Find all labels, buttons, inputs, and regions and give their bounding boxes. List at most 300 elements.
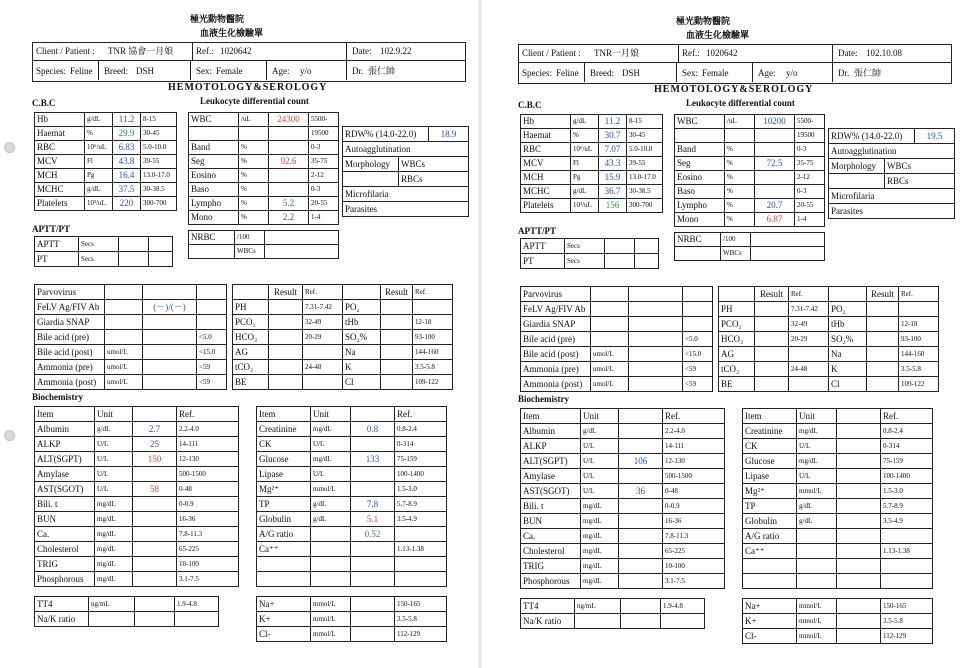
serology-table-cell	[629, 317, 683, 332]
unit-header: Unit	[797, 409, 837, 424]
ldc-table-cell	[755, 129, 795, 143]
chem-value: 58	[133, 482, 177, 497]
blood-gas-table-cell	[867, 377, 899, 392]
ldc-table-row	[189, 183, 339, 197]
tt4-table	[34, 596, 219, 627]
ldc-value: 5.2	[269, 197, 309, 211]
aptt-table-cell	[119, 237, 149, 252]
chem-item-name: Creatinine	[743, 424, 797, 439]
blood-gas-table-row	[719, 287, 939, 302]
ldc-ref: 0-3	[795, 143, 825, 157]
chem-item-name: CK	[743, 439, 797, 454]
aptt-unit: Secs	[79, 252, 119, 267]
ldc-heading: Leukocyte differential count	[686, 98, 795, 108]
morphology-table-cell	[829, 174, 885, 189]
chem-right-table-cell	[351, 407, 395, 422]
serology-ref: <5.0	[683, 332, 713, 347]
nrbc-table-row	[189, 245, 339, 259]
ldc-table-row	[189, 141, 339, 155]
result-header: Result	[269, 285, 303, 300]
blood-gas-item: PH	[233, 300, 269, 315]
ldc-table-row	[675, 157, 825, 171]
divider	[192, 42, 193, 61]
tt4-table-cell	[661, 614, 705, 629]
nrbc-unit: /100	[721, 233, 751, 247]
breed-label: Breed:	[590, 68, 614, 78]
biochemistry-heading: Biochemistry	[518, 394, 569, 404]
blood-gas-table-row	[233, 315, 453, 330]
chem-ref: 0-48	[177, 482, 239, 497]
ldc-item-name: Eosino	[675, 171, 725, 185]
serology-item-name: FeLV Ag/FIV Ab	[521, 302, 591, 317]
ldc-table-row	[189, 197, 339, 211]
ldc-ref: 0-3	[795, 185, 825, 199]
electrolyte-table	[256, 596, 447, 642]
morphology-wbcs: WBCs	[885, 159, 955, 174]
serology-table-row	[35, 285, 227, 300]
tt4-table-cell	[175, 612, 219, 627]
morphology-rbcs: RBCs	[885, 174, 955, 189]
serology-unit	[105, 285, 143, 300]
ref-header: Ref.	[881, 409, 933, 424]
cbc-unit: g/dL	[85, 183, 113, 197]
ldc-table-row	[189, 127, 339, 141]
breed-value: DSH	[622, 68, 641, 78]
chem-right-table-row	[743, 409, 933, 424]
chem-right-table-cell	[311, 557, 351, 572]
cbc-item-name: MCV	[35, 155, 85, 169]
divider	[752, 63, 753, 82]
chem-left-table-row	[521, 529, 725, 544]
ref-header: Ref.	[663, 409, 725, 424]
age-label: Age:	[272, 66, 290, 76]
serology-table-row	[35, 345, 227, 360]
ldc-ref: 1-4	[309, 211, 339, 225]
chem-unit: U/L	[95, 482, 133, 497]
ref-header: Ref.	[899, 287, 939, 302]
tt4-table-row	[521, 599, 705, 614]
chem-left-table-row	[35, 407, 239, 422]
chem-left-table-row	[521, 424, 725, 439]
ldc-value: 6.87	[755, 213, 795, 227]
chem-ref: 65-225	[177, 542, 239, 557]
chem-value	[837, 484, 881, 499]
cbc-table-row	[521, 185, 663, 199]
serology-unit	[105, 300, 143, 315]
chem-value	[133, 542, 177, 557]
chem-right-table-row	[743, 469, 933, 484]
electrolyte-unit: mmol/L	[797, 614, 837, 629]
blood-gas-table-cell	[755, 362, 789, 377]
electrolyte-name: Na+	[743, 599, 797, 614]
tt4-table-cell	[621, 614, 661, 629]
chem-unit: U/L	[581, 469, 619, 484]
chem-unit: mg/dL	[797, 454, 837, 469]
ldc-table-row	[675, 199, 825, 213]
nrbc-table	[188, 230, 339, 259]
cbc-unit: %	[571, 129, 599, 143]
serology-table-row	[521, 347, 713, 362]
aptt-table-row	[35, 252, 173, 267]
cbc-table-row	[35, 183, 177, 197]
form-subtitle: 血液生化檢驗單	[200, 28, 264, 38]
serology-unit: umol/L	[591, 347, 629, 362]
cbc-item-name: RBC	[521, 143, 571, 157]
date-value: 102.9.22	[380, 46, 412, 56]
chem-item-name: A/G ratio	[743, 529, 797, 544]
tt4-unit: ng/mL	[89, 597, 135, 612]
serology-table	[34, 284, 227, 390]
chem-left-table-row	[35, 542, 239, 557]
serology-table-row	[35, 300, 227, 315]
ldc-unit: %	[725, 185, 755, 199]
serology-table-cell	[629, 362, 683, 377]
serology-table-cell	[143, 330, 197, 345]
serology-ref: <5.0	[197, 330, 227, 345]
blood-gas-ref: 32-49	[303, 315, 343, 330]
blood-gas-ref: 24-48	[789, 362, 829, 377]
ldc-value: 20.7	[755, 199, 795, 213]
ldc-unit: %	[725, 199, 755, 213]
microfilaria-label: Microfilaria	[829, 189, 955, 204]
chem-right-table-cell	[395, 557, 447, 572]
serology-table	[520, 286, 713, 392]
blood-gas-table-row	[233, 345, 453, 360]
aptt-item-name: APTT	[35, 237, 79, 252]
date-label: Date:	[838, 48, 858, 58]
client-label: Client / Patient :	[36, 46, 95, 56]
nrbc-unit: WBCs	[235, 245, 265, 259]
serology-ref: <59	[683, 377, 713, 392]
cbc-table-row	[521, 115, 663, 129]
ref-header: Ref.	[395, 407, 447, 422]
cbc-item-name: Platelets	[521, 199, 571, 213]
ref-header: Ref.	[413, 285, 453, 300]
chem-ref: 1.13-1.38	[881, 544, 933, 559]
chem-left-table-row	[521, 574, 725, 589]
electrolyte-unit: mmol/L	[311, 627, 351, 642]
chem-unit: U/L	[311, 467, 351, 482]
chem-item-name: BUN	[35, 512, 95, 527]
ldc-table-row	[189, 155, 339, 169]
cbc-table-row	[521, 157, 663, 171]
blood-gas-table-row	[719, 332, 939, 347]
blood-gas-table-cell	[381, 300, 413, 315]
felv-value: (－)/(－)	[143, 300, 197, 315]
aptt-item-name: PT	[35, 252, 79, 267]
blood-gas-table-cell	[867, 332, 899, 347]
chem-ref: 1.13-1.38	[395, 542, 447, 557]
chem-value	[837, 529, 881, 544]
chem-unit: mg/dL	[95, 572, 133, 587]
serology-unit: umol/L	[591, 362, 629, 377]
microfilaria-label: Microfilaria	[343, 187, 469, 202]
chem-value: 25	[133, 437, 177, 452]
serology-item-name: Ammonia (pre)	[35, 360, 105, 375]
serology-table-row	[521, 377, 713, 392]
serology-unit	[105, 330, 143, 345]
dr-value: 張仁帥	[854, 68, 882, 78]
electrolyte-ref: 150-165	[881, 599, 933, 614]
chem-item-name: Amylase	[521, 469, 581, 484]
chem-item-name: Amylase	[35, 467, 95, 482]
morphology-table-row	[343, 202, 469, 217]
chem-unit: U/L	[311, 437, 351, 452]
serology-table-row	[35, 315, 227, 330]
chem-right-table-cell	[351, 557, 395, 572]
wbc-ref: 19500	[795, 129, 825, 143]
cbc-table-row	[35, 127, 177, 141]
serology-unit	[591, 332, 629, 347]
chem-unit	[311, 527, 351, 542]
chem-ref: 1.5-3.0	[881, 484, 933, 499]
rdw-value: 19.5	[915, 129, 955, 144]
blood-gas-item: tCO₂	[233, 360, 269, 375]
ldc-item-name: Band	[189, 141, 239, 155]
divider	[678, 44, 679, 63]
morphology-table-cell	[343, 172, 399, 187]
chem-right-table-row	[743, 454, 933, 469]
rdw-label: RDW% (14.0-22.0)	[343, 127, 429, 142]
serology-unit: umol/L	[105, 360, 143, 375]
electrolyte-name: K+	[743, 614, 797, 629]
blood-gas-table-row	[233, 300, 453, 315]
morphology-table-row	[343, 142, 469, 157]
divider	[98, 61, 99, 80]
chem-left-table-cell	[133, 407, 177, 422]
chem-value	[837, 454, 881, 469]
serology-item-name: FeLV Ag/FIV Ab	[35, 300, 105, 315]
chem-ref: 10-100	[663, 559, 725, 574]
chem-right-table-row	[257, 482, 447, 497]
blood-gas-ref: 3.5-5.8	[413, 360, 453, 375]
blood-gas-ref	[303, 345, 343, 360]
chem-unit: U/L	[581, 439, 619, 454]
chem-unit: U/L	[581, 454, 619, 469]
divider	[190, 61, 191, 80]
chem-unit: g/dL	[797, 499, 837, 514]
report-page-1	[0, 0, 478, 668]
date-label: Date:	[352, 46, 372, 56]
blood-gas-table-cell	[755, 347, 789, 362]
chem-right-table	[256, 406, 447, 587]
chem-left-table-row	[521, 469, 725, 484]
blood-gas-ref: 20-29	[789, 332, 829, 347]
cbc-ref: 8-15	[627, 115, 663, 129]
ldc-value: 92.6	[269, 155, 309, 169]
chem-right-table-cell	[311, 572, 351, 587]
chem-ref: 7.8-11.3	[177, 527, 239, 542]
serology-table-row	[521, 332, 713, 347]
ref-header: Ref.	[789, 287, 829, 302]
ldc-item-name: Band	[675, 143, 725, 157]
tt4-table-row	[35, 612, 219, 627]
morphology-table-row	[829, 204, 955, 219]
aptt-table-cell	[149, 252, 173, 267]
breed-value: DSH	[136, 66, 155, 76]
ldc-table-cell	[725, 129, 755, 143]
blood-gas-table-cell	[867, 347, 899, 362]
chem-item-name: Lipase	[743, 469, 797, 484]
chem-item-name: BUN	[521, 514, 581, 529]
nrbc-table-cell	[751, 233, 825, 247]
blood-gas-item: tCO₂	[719, 362, 755, 377]
autoagg-label: Autoagglutination	[829, 144, 955, 159]
divider	[584, 63, 585, 82]
electrolyte-name: Cl-	[257, 627, 311, 642]
divider	[266, 61, 267, 80]
morphology-table-row	[829, 189, 955, 204]
chem-ref: 100-1400	[881, 469, 933, 484]
chem-unit: mg/dL	[581, 574, 619, 589]
serology-item-name: Ammonia (post)	[35, 375, 105, 390]
aptt-table-row	[521, 254, 659, 269]
blood-gas-item: tHb	[343, 315, 381, 330]
ldc-table-row	[675, 115, 825, 129]
breed-label: Breed:	[104, 66, 128, 76]
ldc-unit: %	[725, 213, 755, 227]
dr-label: Dr.	[352, 66, 364, 76]
blood-gas-ref: 109-122	[413, 375, 453, 390]
cbc-table-row	[35, 169, 177, 183]
cbc-table-row	[35, 155, 177, 169]
nrbc-table-row	[675, 247, 825, 261]
chem-unit	[797, 529, 837, 544]
ldc-item-name: Baso	[675, 185, 725, 199]
blood-gas-ref: 109-122	[899, 377, 939, 392]
tt4-ref: 1.9-4.8	[661, 599, 705, 614]
electrolyte-ref: 150-165	[395, 597, 447, 612]
cbc-value: 156	[599, 199, 627, 213]
electrolyte-table-cell	[837, 629, 881, 644]
serology-ref	[197, 300, 227, 315]
blood-gas-table-cell	[755, 302, 789, 317]
blood-gas-table-cell	[269, 330, 303, 345]
chem-value	[837, 499, 881, 514]
autoagg-label: Autoagglutination	[343, 142, 469, 157]
electrolyte-table	[742, 598, 933, 644]
blood-gas-item: K	[343, 360, 381, 375]
blood-gas-table-row	[233, 330, 453, 345]
blood-gas-item: PO₂	[829, 302, 867, 317]
sex-value: Female	[702, 68, 729, 78]
serology-ref	[197, 285, 227, 300]
cbc-table-row	[521, 199, 663, 213]
wbc-unit: /uL	[725, 115, 755, 129]
chem-ref: 0-48	[663, 484, 725, 499]
blood-gas-table-row	[719, 317, 939, 332]
chem-ref: 100-1400	[395, 467, 447, 482]
ref-value: 1020642	[706, 48, 738, 58]
client-value: TNR一月娘	[594, 48, 640, 58]
dr-value: 張仁帥	[368, 66, 396, 76]
serology-item-name: Giardia SNAP	[35, 315, 105, 330]
ldc-table-cell	[189, 127, 239, 141]
blood-gas-ref: 24-48	[303, 360, 343, 375]
unit-header: Unit	[581, 409, 619, 424]
morphology-label: Morphology	[829, 159, 885, 174]
ref-header: Ref.	[177, 407, 239, 422]
electrolyte-name: Cl-	[743, 629, 797, 644]
chem-ref: 12-130	[663, 454, 725, 469]
nrbc-unit: WBCs	[721, 247, 751, 261]
ldc-table-cell	[675, 129, 725, 143]
wbc-label: WBC	[189, 113, 239, 127]
aptt-unit: Secs	[565, 254, 605, 269]
blood-gas-item: SO₂%	[343, 330, 381, 345]
serology-ref	[683, 317, 713, 332]
electrolyte-table-cell	[837, 599, 881, 614]
chem-unit: g/dL	[581, 424, 619, 439]
nrbc-table	[674, 232, 825, 261]
aptt-unit: Secs	[79, 237, 119, 252]
chem-value	[619, 559, 663, 574]
chem-value	[837, 439, 881, 454]
chem-right-table	[742, 408, 933, 589]
ldc-item-name: Lympho	[675, 199, 725, 213]
cbc-unit: 10⁶/uL	[85, 141, 113, 155]
serology-table-row	[35, 375, 227, 390]
chem-value: 36	[619, 484, 663, 499]
blood-gas-item: Na	[829, 347, 867, 362]
serology-table-row	[521, 362, 713, 377]
nrbc-table-cell	[265, 231, 339, 245]
chem-value	[351, 482, 395, 497]
chem-ref: 0.8-2.4	[395, 422, 447, 437]
chem-right-table-row	[257, 467, 447, 482]
cbc-ref: 30-38.5	[627, 185, 663, 199]
electrolyte-table-row	[257, 612, 447, 627]
cbc-item-name: MCH	[521, 171, 571, 185]
aptt-table-cell	[635, 239, 659, 254]
serology-table-cell	[143, 360, 197, 375]
chem-left-table-row	[35, 512, 239, 527]
aptt-table-row	[35, 237, 173, 252]
item-header: Item	[521, 409, 581, 424]
blood-gas-item: Cl	[829, 377, 867, 392]
chem-item-name: Cholesterol	[521, 544, 581, 559]
chem-ref: 5.7-8.9	[395, 497, 447, 512]
chem-value: 2.7	[133, 422, 177, 437]
ldc-table-row	[675, 213, 825, 227]
chem-item-name: TRIG	[35, 557, 95, 572]
cbc-ref: 30-38.5	[141, 183, 177, 197]
ldc-value	[755, 143, 795, 157]
aptt-item-name: PT	[521, 254, 565, 269]
chem-left-table-row	[521, 484, 725, 499]
chem-ref: 14-111	[177, 437, 239, 452]
cbc-table-row	[521, 143, 663, 157]
report-page-2	[482, 0, 960, 668]
tt4-ref: 1.9-4.8	[175, 597, 219, 612]
ldc-table-row	[675, 143, 825, 157]
wbc-ref: 5500-	[795, 115, 825, 129]
cbc-item-name: Haemat	[35, 127, 85, 141]
electrolyte-ref: 112-129	[881, 629, 933, 644]
ldc-heading: Leukocyte differential count	[200, 96, 309, 106]
tt4-table-cell	[621, 599, 661, 614]
blood-gas-table-cell	[381, 345, 413, 360]
divider	[832, 44, 833, 63]
serology-item-name: Ammonia (post)	[521, 377, 591, 392]
blood-gas-ref	[899, 302, 939, 317]
ldc-table-row	[675, 185, 825, 199]
electrolyte-table-cell	[351, 597, 395, 612]
blood-gas-item: PO₂	[343, 300, 381, 315]
chem-ref: 5.7-8.9	[881, 499, 933, 514]
nak-label: Na/K ratio	[35, 612, 89, 627]
blood-gas-table-cell	[233, 285, 269, 300]
